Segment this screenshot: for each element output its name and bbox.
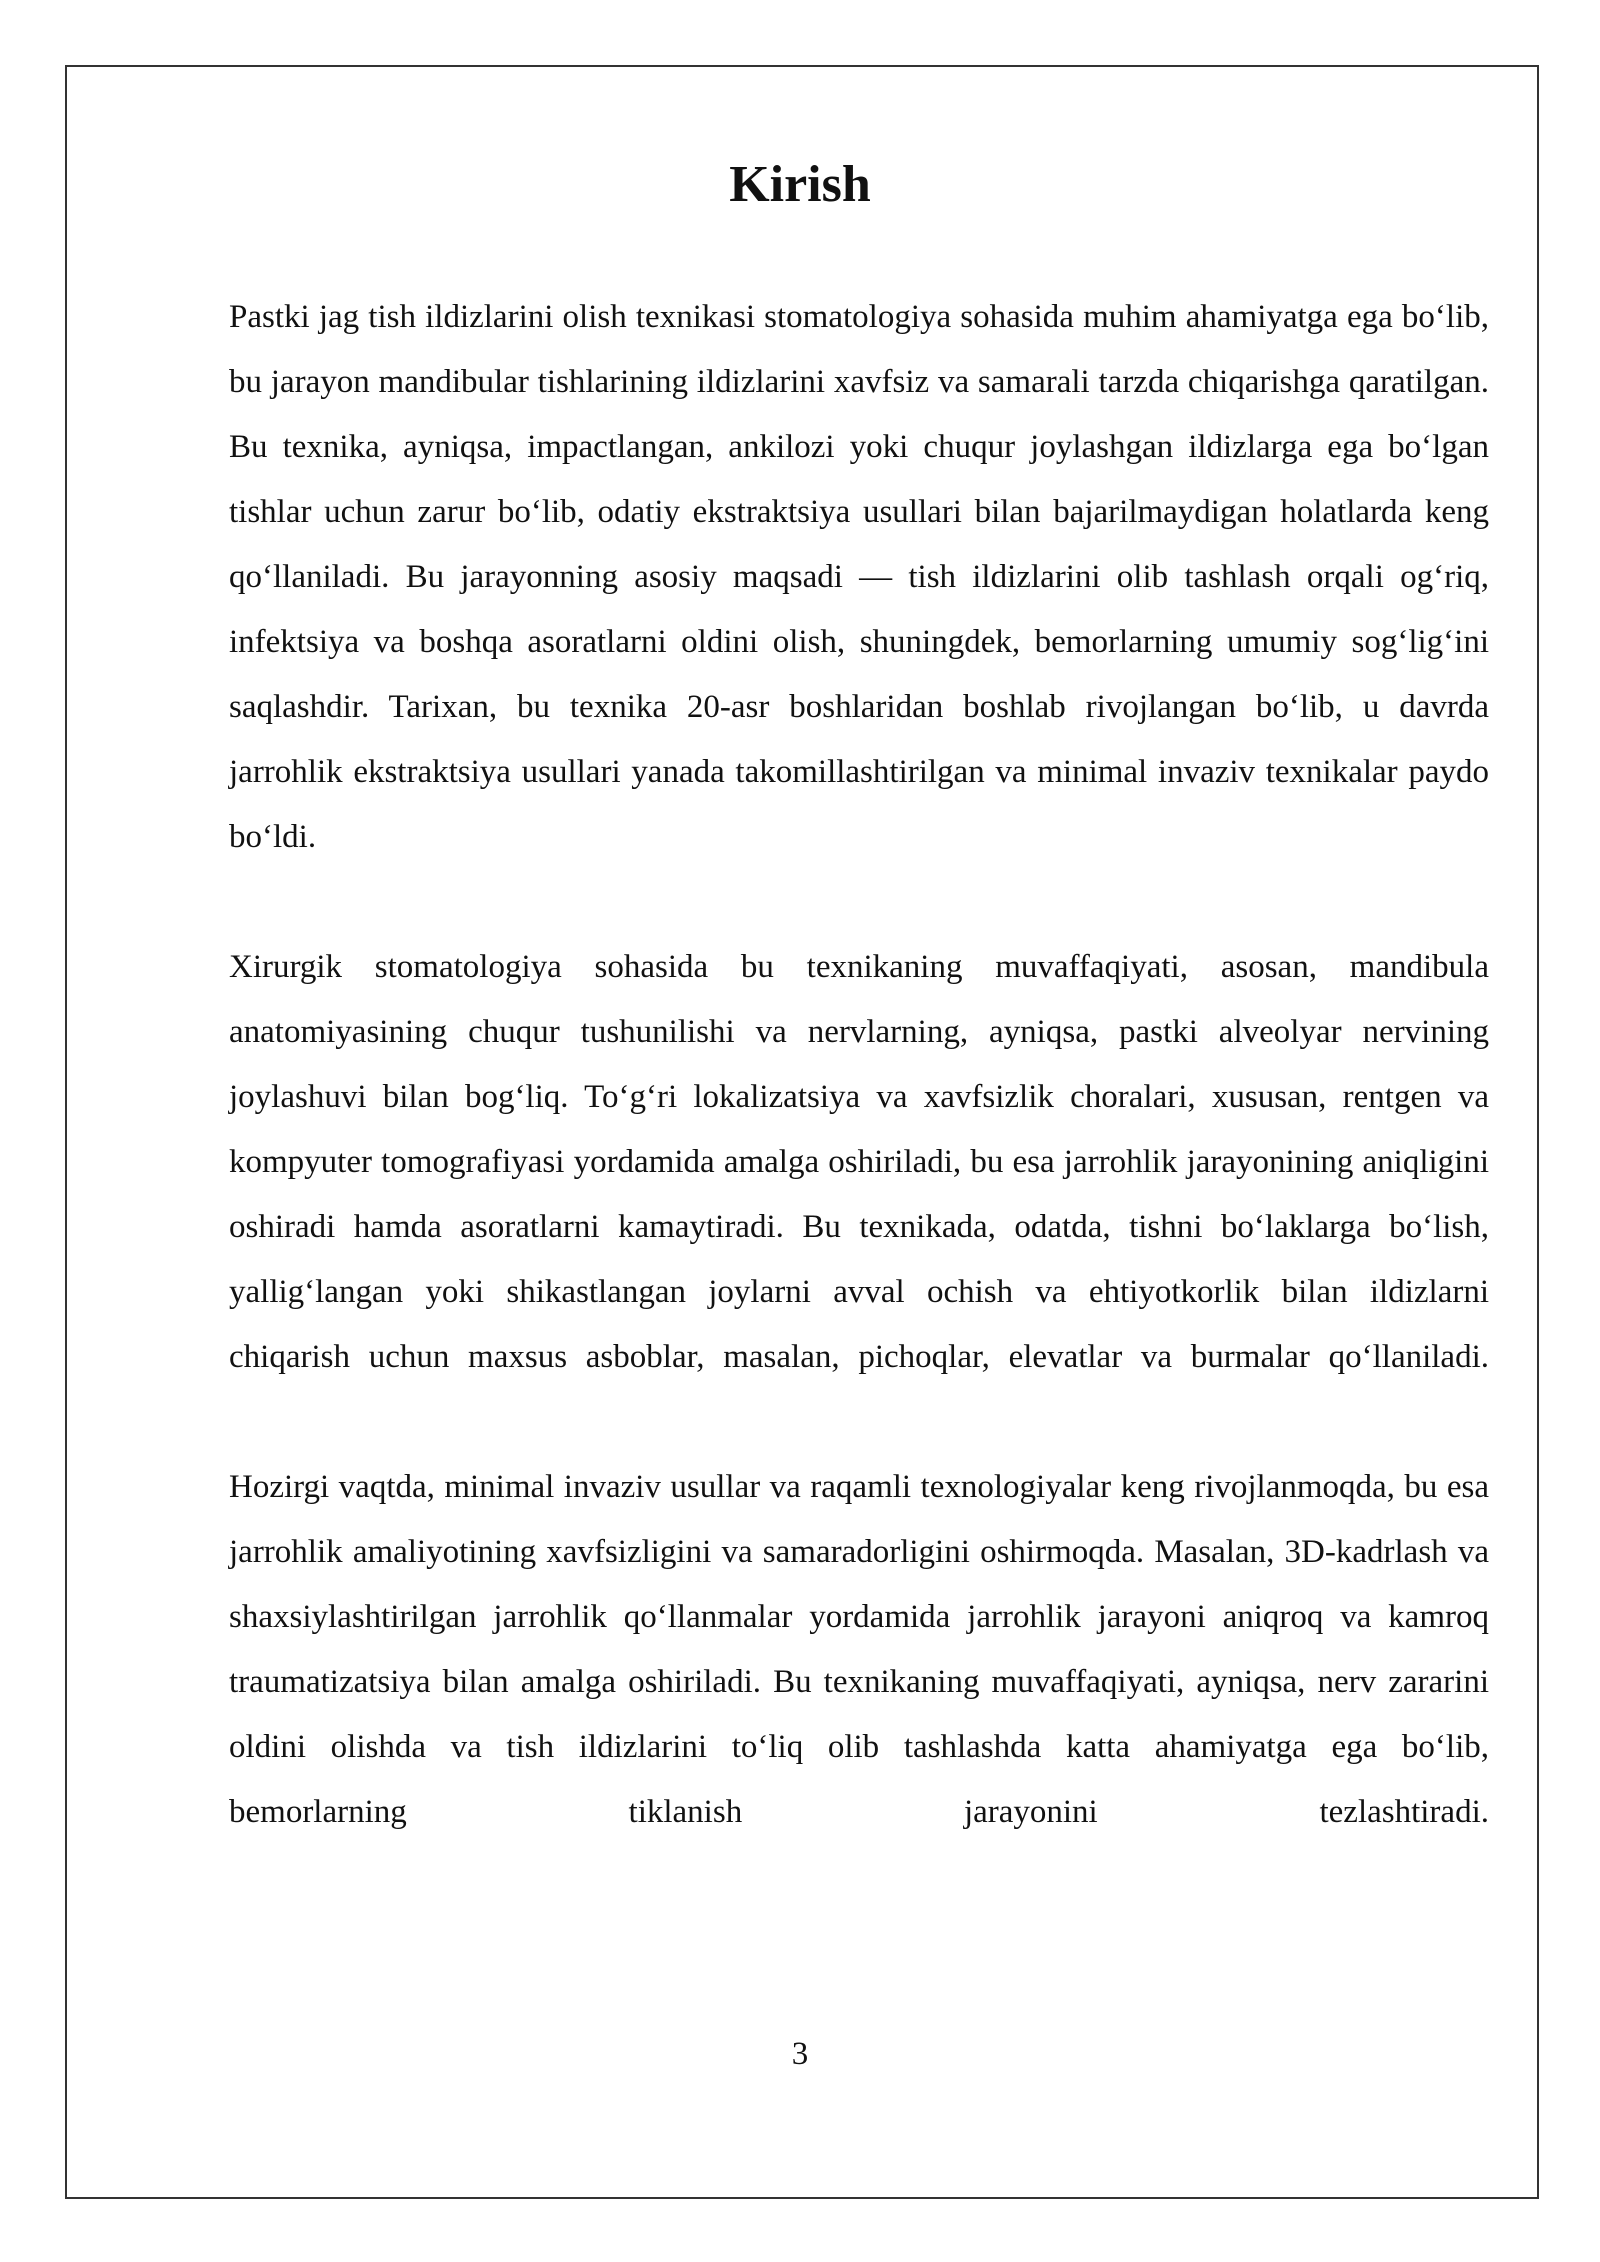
page-title: Kirish <box>729 156 871 213</box>
paragraph-1: Pastki jag tish ildizlarini olish texnikasi stomatologiya sohasida muhim ahamiyatga ega bo‘lib, bu jarayon mandibular tishlarining ildizlarini xavfsiz va samarali tarzda chiqarishga qaratilgan. Bu texnika, ayniqsa, impactlangan, ankilozi yoki chuqur joylashgan ildizlarga ega bo‘lgan tishlar uchun zarur bo‘lib, odatiy ekstraktsiya usullari bilan bajarilmaydigan holatlarda keng qo‘llaniladi. Bu jarayonning asosiy maqsadi — tish ildizlarini olib tashlash orqali og‘riq, infektsiya va boshqa asoratlarni oldini olish, shuningdek, bemorlarning umumiy sog‘lig‘ini saqlashdir. Tarixan, bu texnika 20-asr boshlaridan boshlab rivojlangan bo‘lib, u davrda jarrohlik ekstraktsiya usullari yanada takomillashtirilgan va minimal invaziv texnikalar paydo bo‘ldi. <box>229 299 1489 855</box>
paragraph-3: Hozirgi vaqtda, minimal invaziv usullar va raqamli texnologiyalar keng rivojlanmoqda, bu esa jarrohlik amaliyotining xavfsizligini va samaradorligini oshirmoqda. Masalan, 3D-kadrlash va shaxsiylashtirilgan jarrohlik qo‘llanmalar yordamida jarrohlik jarayoni aniqroq va kamroq traumatizatsiya bilan amalga oshiriladi. Bu texnikaning muvaffaqiyati, ayniqsa, nerv zararini oldini olishda va tish ildizlarini to‘liq olib tashlashda katta ahamiyatga ega bo‘lib, bemorlarning tiklanish jarayonini tezlashtiradi. <box>229 1469 1489 1830</box>
page-number: 3 <box>791 2036 809 2072</box>
document-body <box>229 285 1489 1910</box>
paragraph-2: Xirurgik stomatologiya sohasida bu texnikaning muvaffaqiyati, asosan, mandibula anatomiyasining chuqur tushunilishi va nervlarning, ayniqsa, pastki alveolyar nervining joylashuvi bilan bog‘liq. To‘g‘ri lokalizatsiya va xavfsizlik choralari, xususan, rentgen va kompyuter tomografiyasi yordamida amalga oshiriladi, bu esa jarrohlik jarayonining aniqligini oshiradi hamda asoratlarni kamaytiradi. Bu texnikada, odatda, tishni bo‘laklarga bo‘lish, yallig‘langan yoki shikastlangan joylarni avval ochish va ehtiyotkorlik bilan ildizlarni chiqarish uchun maxsus asboblar, masalan, pichoqlar, elevatlar va burmalar qo‘llaniladi. <box>229 949 1489 1375</box>
